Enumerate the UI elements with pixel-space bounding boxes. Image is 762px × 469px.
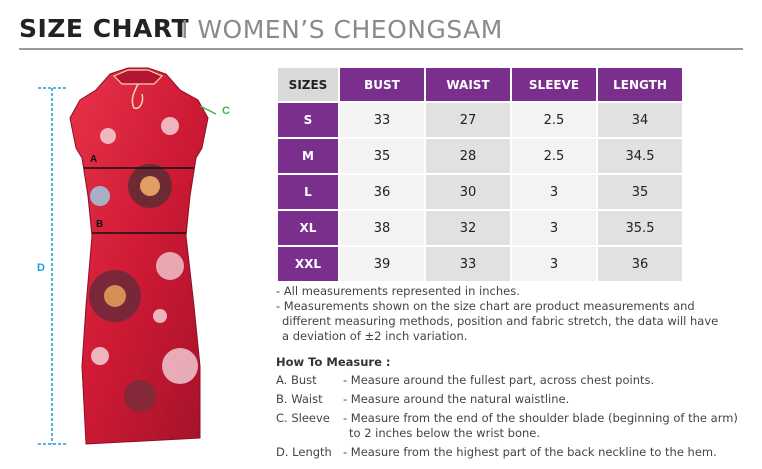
list-item: [276, 445, 762, 460]
label-d: D: [37, 262, 45, 274]
sleeve-cell: 3: [512, 175, 596, 209]
table-row: [278, 175, 682, 209]
bust-cell: 36: [340, 175, 424, 209]
list-item: [276, 392, 762, 407]
description-line: to 2 inches below the wrist bone.: [349, 426, 541, 440]
label-a: A: [90, 154, 98, 165]
bust-cell: 39: [340, 247, 424, 281]
sleeve-cell: 3: [512, 247, 596, 281]
table-row: [278, 103, 682, 137]
size-cell: L: [278, 175, 338, 209]
table-row: [278, 139, 682, 173]
table-header-row: [278, 68, 682, 101]
measure-description: [343, 392, 762, 407]
description-line: - Measure around the fullest part, across chest points.: [343, 373, 655, 387]
table-row: [278, 211, 682, 245]
description-line: - Measure from the end of the shoulder blade (beginning of the arm): [343, 411, 738, 425]
measure-key: A. Bust: [276, 373, 317, 387]
list-item: [276, 411, 762, 441]
how-to-measure-title: How To Measure :: [276, 355, 391, 369]
sizes-header: SIZES: [278, 68, 338, 101]
size-cell: M: [278, 139, 338, 173]
waist-cell: 30: [426, 175, 510, 209]
length-cell: 36: [598, 247, 682, 281]
column-header-waist: WAIST: [426, 68, 510, 101]
note-line: a deviation of ±2 inch variation.: [282, 329, 468, 343]
label-b: B: [96, 219, 104, 230]
bust-cell: 38: [340, 211, 424, 245]
length-cell: 34: [598, 103, 682, 137]
page-title: SIZE CHART: [19, 14, 190, 43]
measure-key: D. Length: [276, 445, 332, 459]
description-line: - Measure from the highest part of the back neckline to the hem.: [343, 445, 717, 459]
bust-cell: 35: [340, 139, 424, 173]
dress-figure: [30, 66, 252, 458]
how-to-measure-list: [276, 373, 762, 464]
description-line: - Measure around the natural waistline.: [343, 392, 570, 406]
sleeve-cell: 2.5: [512, 139, 596, 173]
length-cell: 35.5: [598, 211, 682, 245]
waist-cell: 28: [426, 139, 510, 173]
column-header-sleeve: SLEEVE: [512, 68, 596, 101]
measure-description: [343, 411, 762, 441]
bust-cell: 33: [340, 103, 424, 137]
waist-cell: 33: [426, 247, 510, 281]
header: [19, 14, 743, 50]
note-line: - All measurements represented in inches.: [276, 284, 520, 298]
size-cell: S: [278, 103, 338, 137]
page-subtitle: I WOMEN’S CHEONGSAM: [181, 15, 503, 44]
column-header-length: LENGTH: [598, 68, 682, 101]
length-cell: 35: [598, 175, 682, 209]
sleeve-cell: 2.5: [512, 103, 596, 137]
size-table: [276, 66, 684, 283]
waist-cell: 32: [426, 211, 510, 245]
size-cell: XXL: [278, 247, 338, 281]
measure-key: C. Sleeve: [276, 411, 330, 425]
note-line: different measuring methods, position and fabric stretch, the data will have: [282, 314, 719, 328]
length-cell: 34.5: [598, 139, 682, 173]
measure-key: B. Waist: [276, 392, 323, 406]
measurement-notes: [276, 284, 746, 344]
dress-illustration: [30, 66, 252, 458]
waist-cell: 27: [426, 103, 510, 137]
measure-description: [343, 373, 762, 388]
list-item: [276, 373, 762, 388]
measure-description: [343, 445, 762, 460]
column-header-bust: BUST: [340, 68, 424, 101]
label-c: C: [222, 105, 230, 117]
sleeve-cell: 3: [512, 211, 596, 245]
table-row: [278, 247, 682, 281]
size-cell: XL: [278, 211, 338, 245]
note-line: - Measurements shown on the size chart are product measurements and: [276, 299, 695, 313]
